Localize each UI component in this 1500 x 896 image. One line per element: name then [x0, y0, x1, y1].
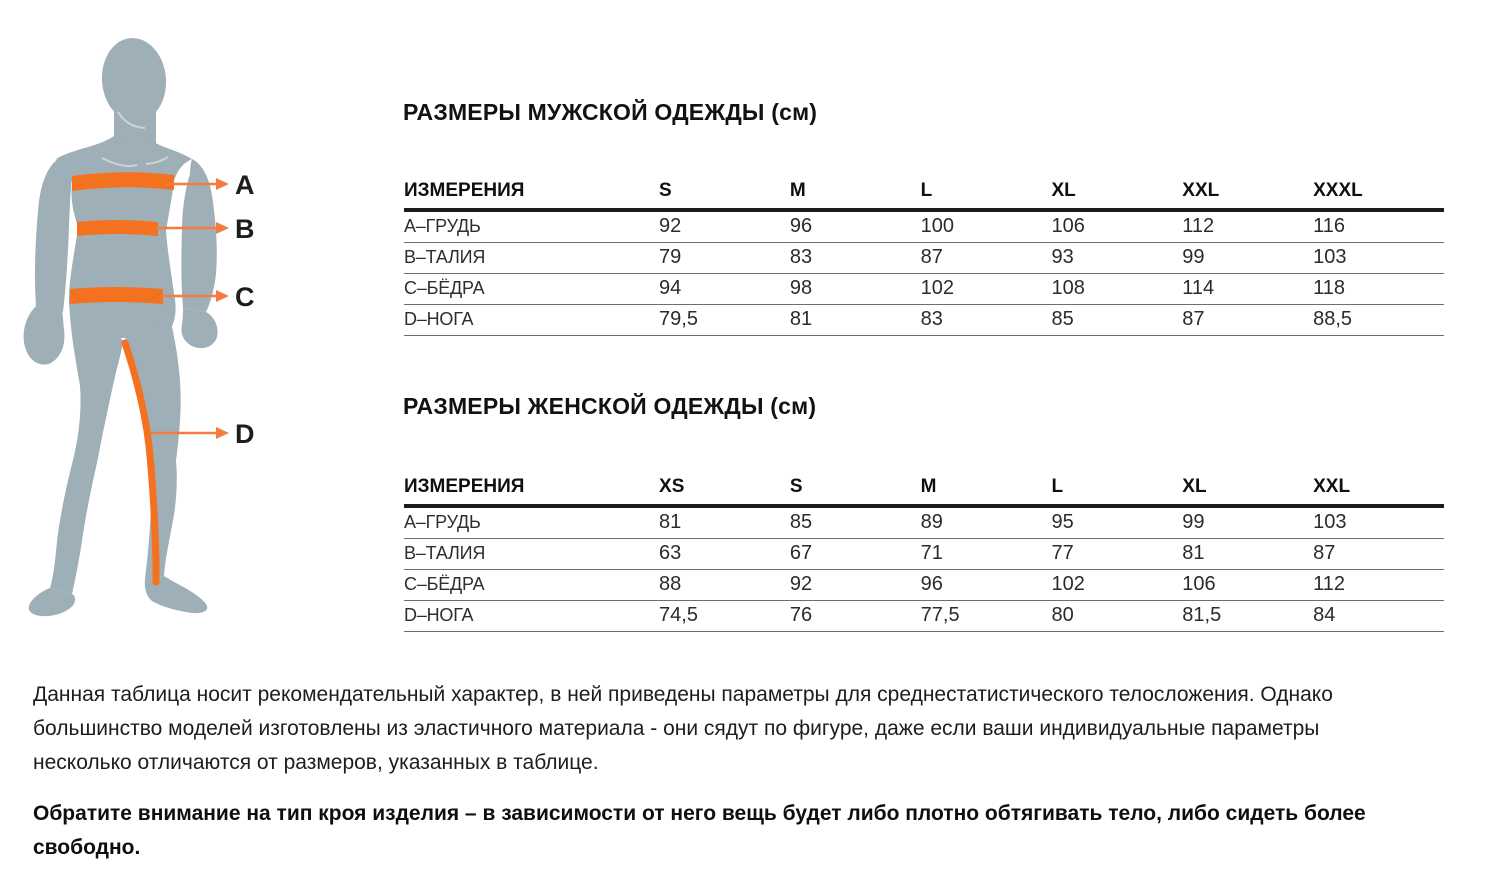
- mens-table-title: РАЗМЕРЫ МУЖСКОЙ ОДЕЖДЫ (см): [403, 99, 818, 125]
- figure-left-hand: [24, 306, 65, 365]
- mens-sizes-section: [403, 99, 1444, 339]
- row-label: C–БЁДРА: [404, 570, 659, 601]
- womens-sizes-section: [403, 393, 1444, 633]
- size-value: 80: [1051, 601, 1182, 632]
- table-row: [404, 305, 1444, 336]
- size-value: 108: [1051, 274, 1182, 305]
- womens-table-title: РАЗМЕРЫ ЖЕНСКОЙ ОДЕЖДЫ (см): [403, 393, 817, 419]
- size-value: 81: [1182, 539, 1313, 570]
- size-value: 106: [1182, 570, 1313, 601]
- table-row: [404, 506, 1444, 539]
- size-value: 79: [659, 243, 790, 274]
- table-row: [404, 210, 1444, 243]
- womens-table-header-row: [404, 474, 1444, 506]
- size-value: 103: [1313, 506, 1444, 539]
- column-header-size: XS: [659, 474, 790, 506]
- row-label: B–ТАЛИЯ: [404, 539, 659, 570]
- column-header-size: S: [659, 178, 790, 210]
- size-value: 112: [1182, 210, 1313, 243]
- womens-table-body: [404, 506, 1444, 632]
- size-value: 83: [790, 243, 921, 274]
- figure-right-arm: [181, 159, 216, 312]
- table-row: [404, 243, 1444, 274]
- row-label: B–ТАЛИЯ: [404, 243, 659, 274]
- recommendation-note: Данная таблица носит рекомендательный характер, в ней приведены параметры для среднестатистического телосложения. Однако большинство моделей изготовлены из эластичного материала - они сядут по фигуре, даже если ваши индивидуальные параметры несколько отличаются от размеров, указанных в таблице.: [33, 683, 1333, 774]
- size-value: 96: [790, 210, 921, 243]
- table-row: [404, 601, 1444, 632]
- hip-band-c: [70, 287, 163, 304]
- size-value: 81: [659, 506, 790, 539]
- size-value: 102: [921, 274, 1052, 305]
- size-value: 81: [790, 305, 921, 336]
- size-value: 76: [790, 601, 921, 632]
- size-value: 106: [1051, 210, 1182, 243]
- column-header-size: M: [921, 474, 1052, 506]
- size-value: 99: [1182, 506, 1313, 539]
- table-row: [404, 274, 1444, 305]
- size-value: 81,5: [1182, 601, 1313, 632]
- size-value: 83: [921, 305, 1052, 336]
- fit-type-note: Обратите внимание на тип кроя изделия – в зависимости от него вещь будет либо плотно обтягивать тело, либо сидеть более свободно.: [33, 802, 1366, 859]
- figure-left-arm: [35, 159, 72, 312]
- size-value: 95: [1051, 506, 1182, 539]
- arrowhead-a: [216, 178, 229, 190]
- size-value: 87: [1182, 305, 1313, 336]
- column-header-size: XXXL: [1313, 178, 1444, 210]
- arrowhead-b: [216, 222, 229, 234]
- mens-table-header-row: [404, 178, 1444, 210]
- size-value: 74,5: [659, 601, 790, 632]
- arrowhead-c: [216, 290, 229, 302]
- waist-band-b: [77, 220, 158, 236]
- column-header-size: XXL: [1182, 178, 1313, 210]
- size-value: 87: [921, 243, 1052, 274]
- column-header-size: S: [790, 474, 921, 506]
- row-label: D–НОГА: [404, 305, 659, 336]
- size-value: 77,5: [921, 601, 1052, 632]
- size-value: 98: [790, 274, 921, 305]
- measure-label-c: C: [235, 282, 255, 312]
- size-value: 77: [1051, 539, 1182, 570]
- size-value: 99: [1182, 243, 1313, 274]
- row-label: D–НОГА: [404, 601, 659, 632]
- column-header-size: XL: [1182, 474, 1313, 506]
- size-value: 96: [921, 570, 1052, 601]
- column-header-size: XL: [1051, 178, 1182, 210]
- size-value: 87: [1313, 539, 1444, 570]
- column-header-size: M: [790, 178, 921, 210]
- arrowhead-d: [216, 427, 229, 439]
- body-silhouette-graphic: [6, 16, 256, 628]
- column-header-measurements: ИЗМЕРЕНИЯ: [404, 474, 659, 506]
- column-header-measurements: ИЗМЕРЕНИЯ: [404, 178, 659, 210]
- size-value: 88: [659, 570, 790, 601]
- size-value: 71: [921, 539, 1052, 570]
- size-value: 93: [1051, 243, 1182, 274]
- size-value: 100: [921, 210, 1052, 243]
- size-value: 118: [1313, 274, 1444, 305]
- measure-label-b: B: [235, 214, 255, 244]
- size-value: 92: [790, 570, 921, 601]
- size-value: 88,5: [1313, 305, 1444, 336]
- column-header-size: XXL: [1313, 474, 1444, 506]
- row-label: C–БЁДРА: [404, 274, 659, 305]
- measure-label-a: A: [235, 170, 255, 200]
- size-value: 112: [1313, 570, 1444, 601]
- size-value: 67: [790, 539, 921, 570]
- size-value: 116: [1313, 210, 1444, 243]
- mens-size-table: [404, 178, 1444, 336]
- size-value: 63: [659, 539, 790, 570]
- size-value: 85: [1051, 305, 1182, 336]
- size-value: 114: [1182, 274, 1313, 305]
- womens-size-table: [404, 474, 1444, 632]
- size-value: 89: [921, 506, 1052, 539]
- size-value: 85: [790, 506, 921, 539]
- size-value: 102: [1051, 570, 1182, 601]
- size-value: 84: [1313, 601, 1444, 632]
- mens-table-body: [404, 210, 1444, 336]
- table-row: [404, 539, 1444, 570]
- column-header-size: L: [1051, 474, 1182, 506]
- measure-label-d: D: [235, 419, 255, 449]
- size-value: 103: [1313, 243, 1444, 274]
- row-label: A–ГРУДЬ: [404, 506, 659, 539]
- row-label: A–ГРУДЬ: [404, 210, 659, 243]
- figure-right-hand: [181, 308, 217, 348]
- column-header-size: L: [921, 178, 1052, 210]
- measurement-figure: [6, 16, 256, 628]
- table-row: [404, 570, 1444, 601]
- size-value: 94: [659, 274, 790, 305]
- size-value: 79,5: [659, 305, 790, 336]
- size-value: 92: [659, 210, 790, 243]
